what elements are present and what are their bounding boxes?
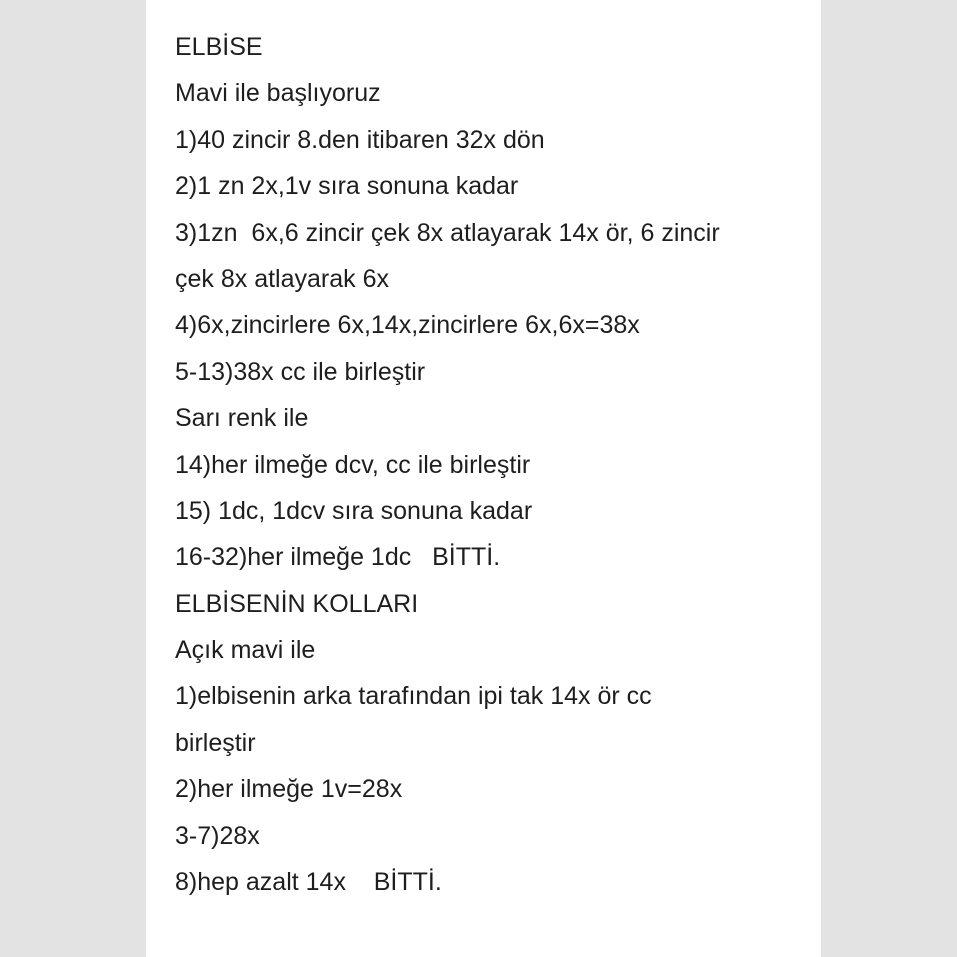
text-line: çek 8x atlayarak 6x	[175, 264, 389, 293]
text-line: 14)her ilmeğe dcv, cc ile birleştir	[175, 450, 531, 479]
text-line: Açık mavi ile	[175, 636, 316, 665]
text-line: 1)elbisenin arka tarafından ipi tak 14x ör cc	[175, 682, 652, 711]
text-line: 3)1zn 6x,6 zincir çek 8x atlayarak 14x ör, 6 zincir	[175, 218, 720, 247]
text-line: 2)her ilmeğe 1v=28x	[175, 775, 403, 804]
text-line: 15) 1dc, 1dcv sıra sonuna kadar	[175, 496, 533, 525]
text-line: 5-13)38x cc ile birleştir	[175, 357, 426, 386]
note-page	[146, 0, 821, 957]
section-title-dress: ELBİSE	[175, 33, 263, 61]
text-line: 2)1 zn 2x,1v sıra sonuna kadar	[175, 172, 519, 201]
text-line: 4)6x,zincirlere 6x,14x,zincirlere 6x,6x=38x	[175, 311, 640, 340]
text-line: 8)hep azalt 14x BİTTİ.	[175, 868, 442, 897]
text-line: 16-32)her ilmeğe 1dc BİTTİ.	[175, 543, 501, 572]
text-line: 1)40 zincir 8.den itibaren 32x dön	[175, 125, 545, 154]
text-line: Sarı renk ile	[175, 404, 309, 433]
text-line: Mavi ile başlıyoruz	[175, 79, 381, 108]
pattern-text	[175, 24, 815, 905]
section-title-sleeves: ELBİSENİN KOLLARI	[175, 589, 419, 618]
text-line: 3-7)28x	[175, 821, 260, 850]
text-line: birleştir	[175, 728, 256, 757]
